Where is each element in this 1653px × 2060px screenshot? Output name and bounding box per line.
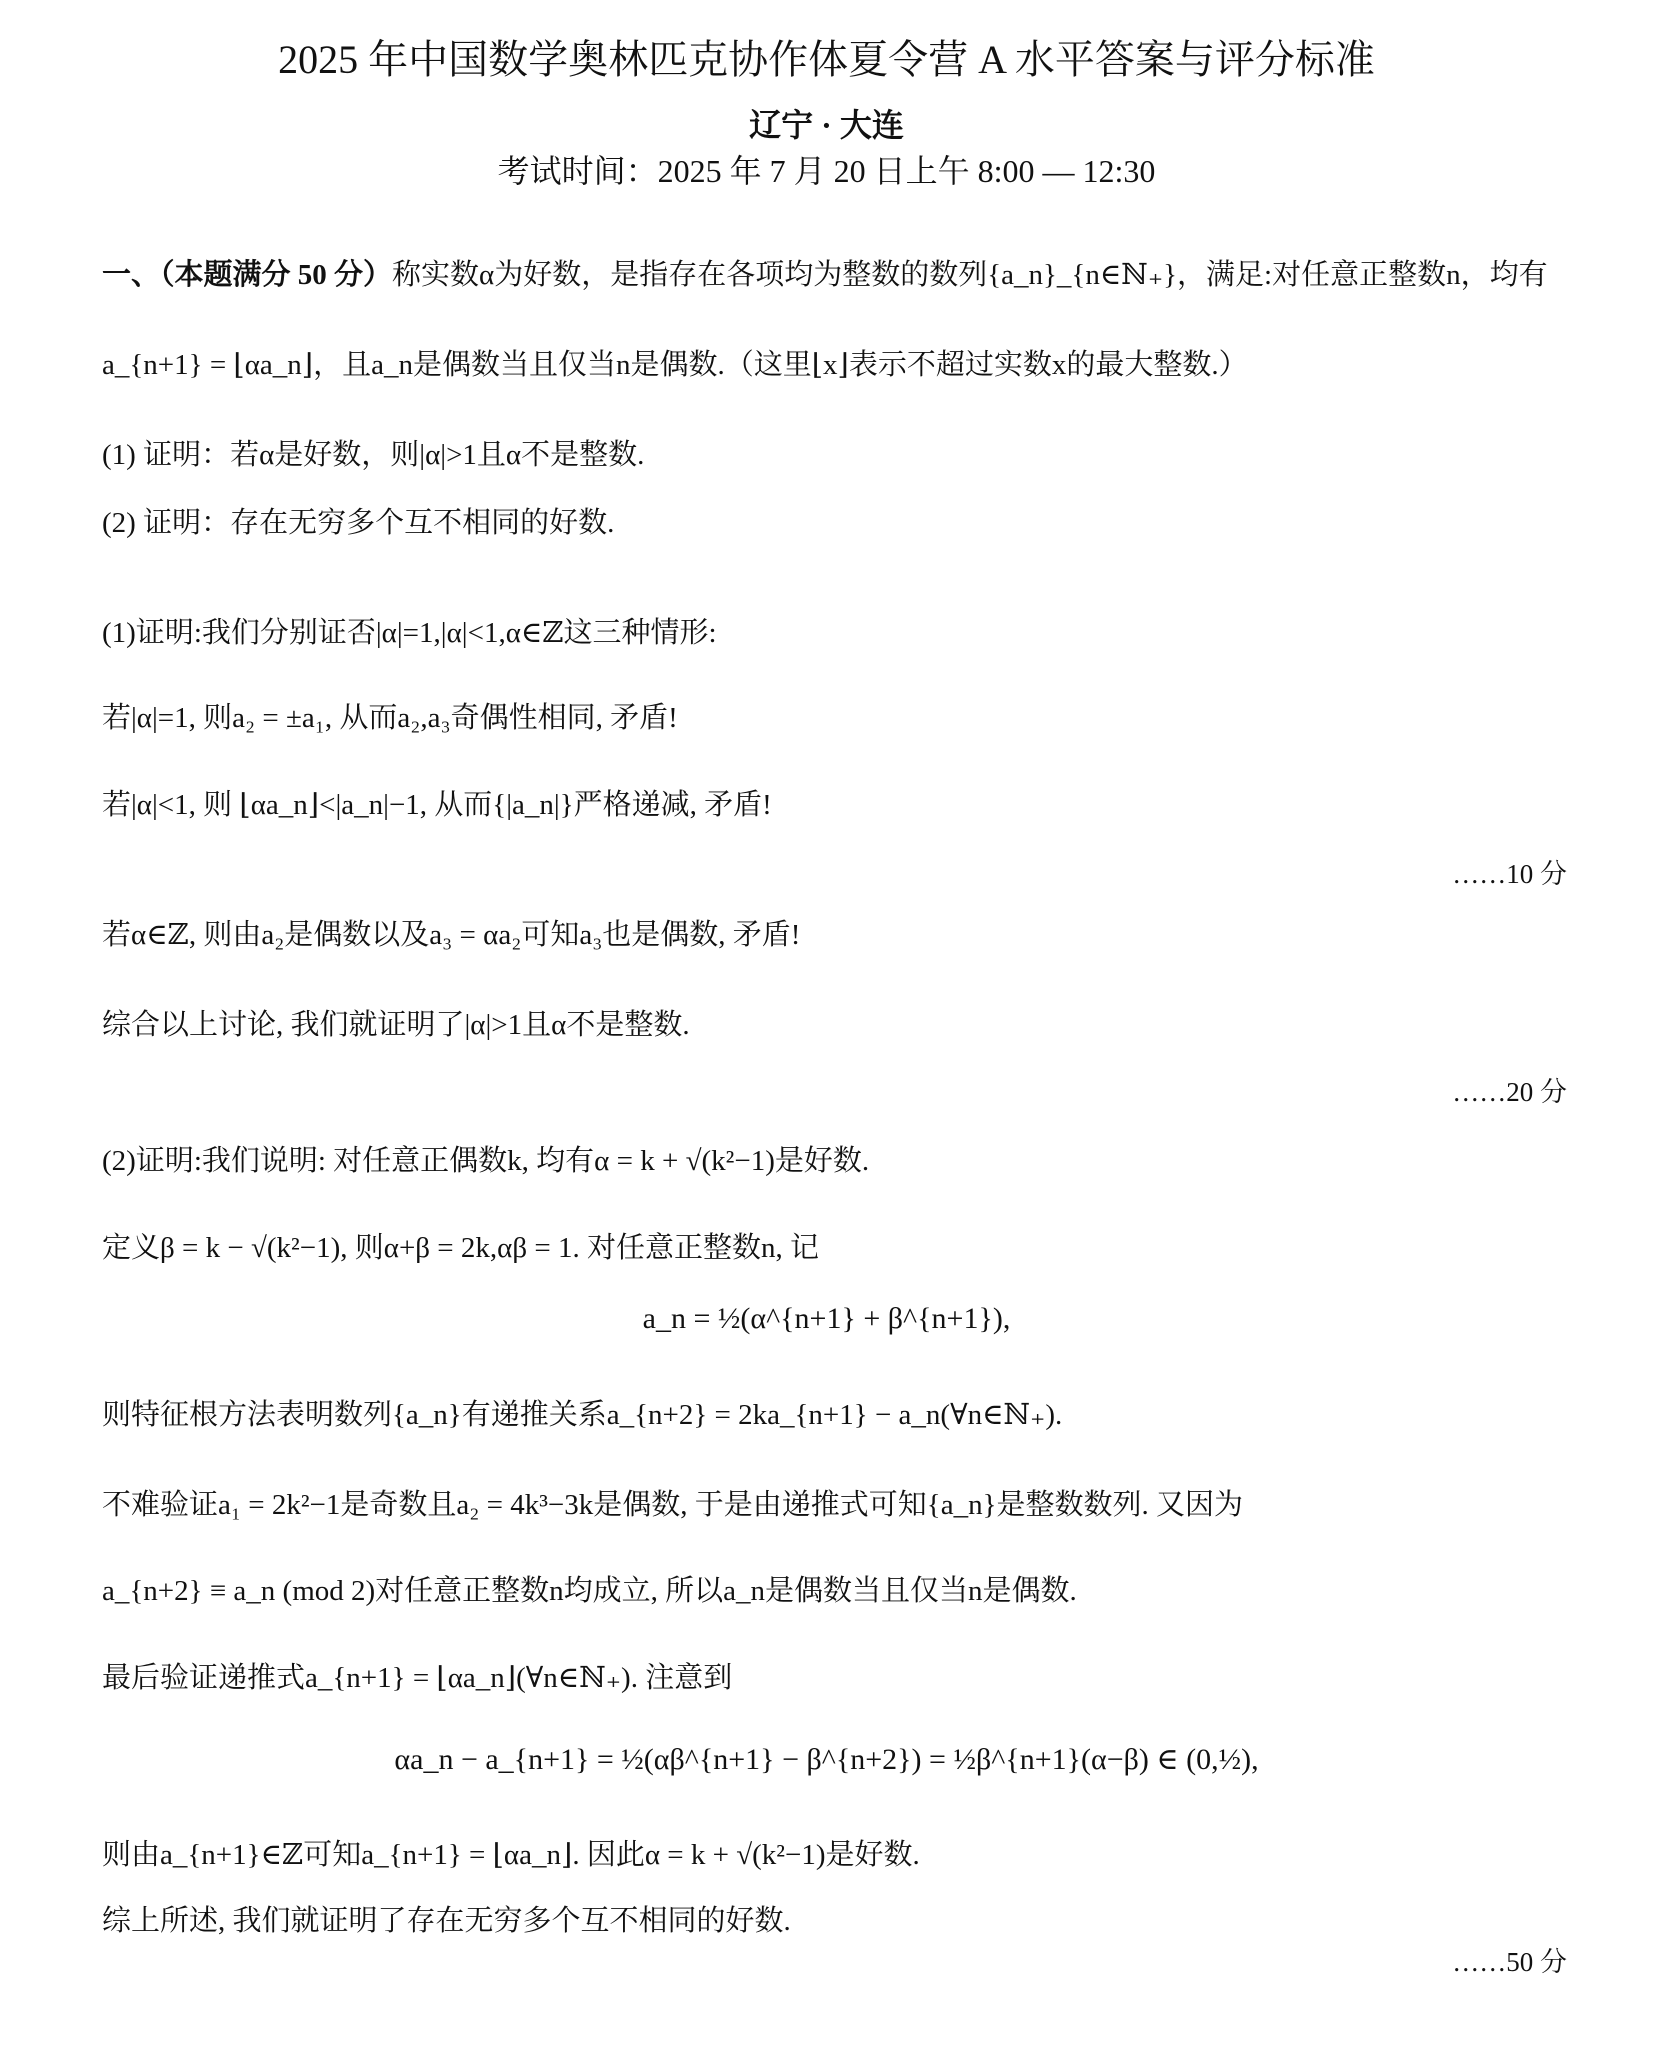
solution-line-3: 若|α|<1, 则 ⌊αa_n⌋<|a_n|−1, 从而{|a_n|}严格递减, 矛盾!: [102, 789, 772, 821]
location: 辽宁 · 大连: [749, 107, 904, 143]
solution-line-10: 不难验证a₁ = 2k²−1是奇数且a₂ = 4k³−3k是偶数, 于是由递推式可知{a_n}是整数数列. 又因为: [102, 1489, 1243, 1521]
page-title: 2025 年中国数学奥林匹克协作体夏令营 A 水平答案与评分标准: [278, 37, 1375, 82]
solution-line-5: 综合以上讨论, 我们就证明了|α|>1且α不是整数.: [102, 1009, 690, 1041]
score-20: ……20 分: [1452, 1077, 1567, 1107]
solution-line-1: (1)证明:我们分别证否|α|=1,|α|<1,α∈ℤ这三种情形:: [102, 617, 717, 649]
problem-heading: 一、（本题满分 50 分）: [102, 259, 393, 291]
solution-line-2: 若|α|=1, 则a₂ = ±a₁, 从而a₂,a₃奇偶性相同, 矛盾!: [102, 702, 678, 734]
score-50: ……50 分: [1452, 1947, 1567, 1977]
formula-an: a_n = ½(α^{n+1} + β^{n+1}),: [642, 1302, 1011, 1335]
problem-statement-2: a_{n+1} = ⌊αa_n⌋，且a_n是偶数当且仅当n是偶数.（这里⌊x⌋表示不超过实数x的最大整数.）: [102, 349, 1248, 381]
formula-difference: αa_n − a_{n+1} = ½(αβ^{n+1} − β^{n+2}) = ½β^{n+1}(α−β) ∈ (0,½),: [394, 1743, 1259, 1776]
problem-part-1: (1) 证明：若α是好数，则|α|>1且α不是整数.: [102, 439, 645, 471]
solution-line-9: 则特征根方法表明数列{a_n}有递推关系a_{n+2} = 2ka_{n+1} − a_n(∀n∈ℕ₊).: [102, 1399, 1063, 1431]
solution-line-14: 则由a_{n+1}∈ℤ可知a_{n+1} = ⌊αa_n⌋. 因此α = k + √(k²−1)是好数.: [102, 1839, 920, 1871]
exam-time: 考试时间：2025 年 7 月 20 日上午 8:00 — 12:30: [497, 153, 1156, 189]
solution-line-6: (2)证明:我们说明: 对任意正偶数k, 均有α = k + √(k²−1)是好数.: [102, 1145, 870, 1177]
problem-statement-1-text: 称实数α为好数，是指存在各项均为整数的数列{a_n}_{n∈ℕ₊}，满足:对任意正整数n，均有: [392, 259, 1548, 291]
problem-part-2: (2) 证明：存在无穷多个互不相同的好数.: [102, 507, 615, 539]
solution-line-12: 最后验证递推式a_{n+1} = ⌊αa_n⌋(∀n∈ℕ₊). 注意到: [102, 1662, 733, 1694]
score-10: ……10 分: [1452, 859, 1567, 889]
solution-line-7: 定义β = k − √(k²−1), 则α+β = 2k,αβ = 1. 对任意正整数n, 记: [102, 1232, 819, 1264]
solution-line-4: 若α∈ℤ, 则由a₂是偶数以及a₃ = αa₂可知a₃也是偶数, 矛盾!: [102, 919, 801, 951]
problem-statement-1: [102, 252, 1548, 293]
solution-line-11: a_{n+2} ≡ a_n (mod 2)对任意正整数n均成立, 所以a_n是偶数当且仅当n是偶数.: [102, 1575, 1077, 1607]
solution-line-15: 综上所述, 我们就证明了存在无穷多个互不相同的好数.: [102, 1905, 791, 1937]
